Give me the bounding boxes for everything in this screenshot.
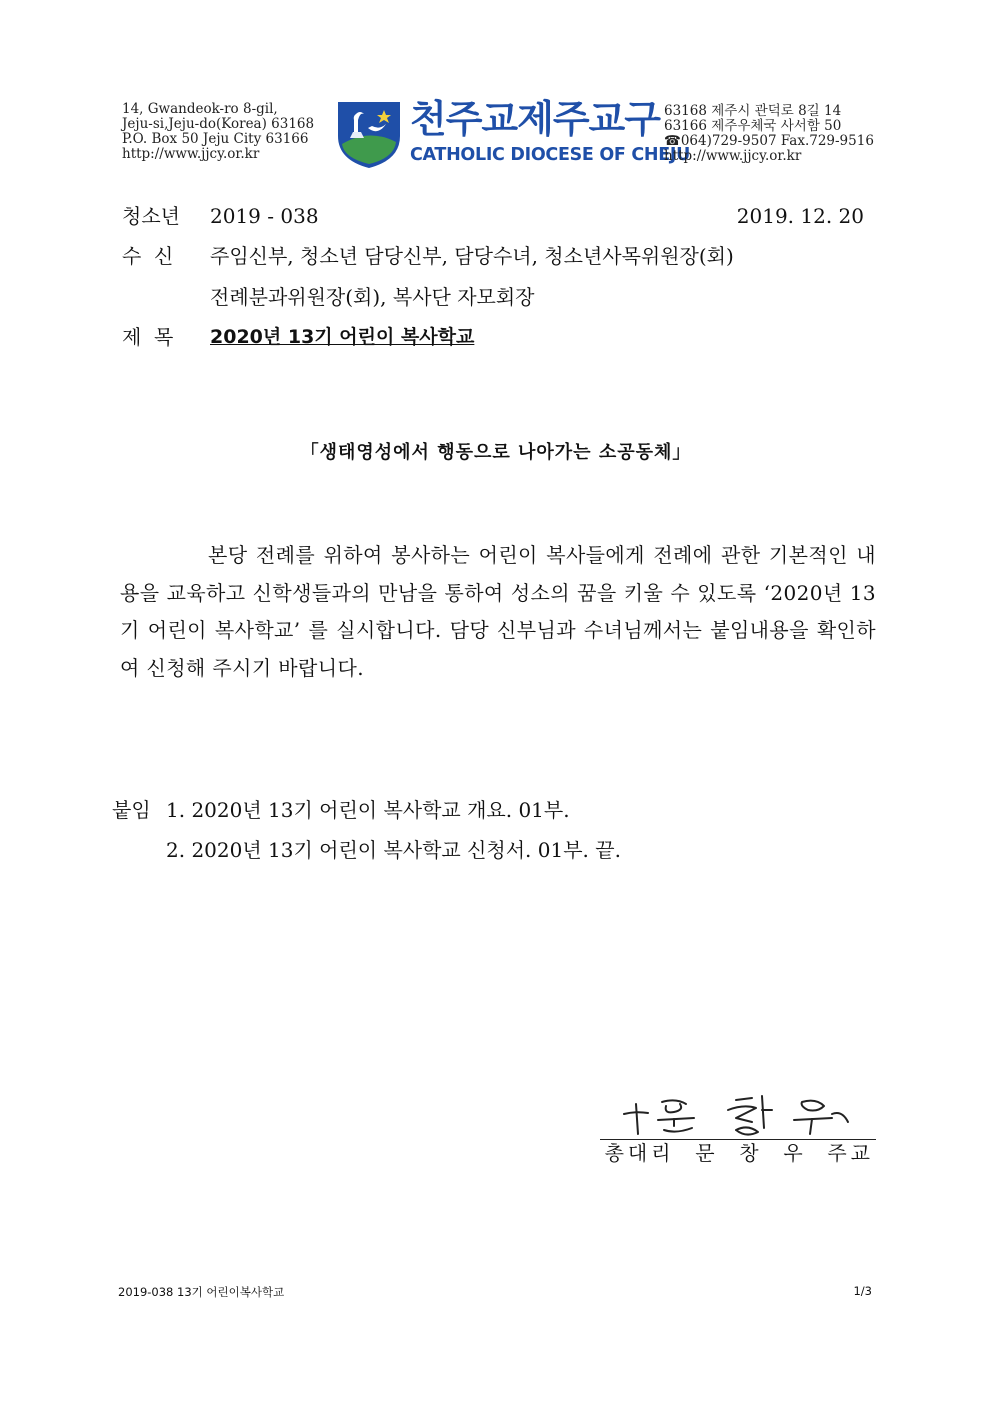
doc-label: 청소년 — [122, 204, 180, 228]
subject-label: 제 목 — [122, 325, 174, 349]
doc-date: 2019. 12. 20 — [736, 204, 864, 228]
address-english — [122, 102, 314, 162]
slogan: 「생태영성에서 행동으로 나아가는 소공동체」 — [300, 442, 692, 463]
organization-name-english: CATHOLIC DIOCESE OF CHEJU — [410, 145, 691, 165]
diocese-emblem-icon — [334, 98, 404, 170]
recipients-line: 전례분과위원장(회), 복사단 자모회장 — [210, 285, 535, 309]
attachments-label: 붙임 — [112, 798, 151, 822]
handwritten-signature — [596, 1092, 876, 1140]
organization-name-korean: 천주교제주교구 — [410, 97, 660, 141]
website-link[interactable]: http://www.jjcy.or.kr — [664, 148, 802, 164]
address-en-line: Jeju-si,Jeju-do(Korea) 63168 — [122, 116, 315, 132]
phone-fax-line: ☎064)729-9507 Fax.729-9516 — [664, 133, 874, 149]
address-korean — [664, 104, 874, 164]
address-en-line: 14, Gwandeok-ro 8-gil, — [122, 101, 278, 117]
subject-title: 2020년 13기 어린이 복사학교 — [210, 326, 475, 348]
recipients-line: 주임신부, 청소년 담당신부, 담당수녀, 청소년사목위원장(회) — [210, 244, 734, 268]
attachment-item: 2. 2020년 13기 어린이 복사학교 신청서. 01부. 끝. — [166, 838, 621, 862]
attachment-item: 1. 2020년 13기 어린이 복사학교 개요. 01부. — [166, 798, 570, 822]
address-ko-line: 63166 제주우체국 사서함 50 — [664, 118, 842, 134]
address-en-line: P.O. Box 50 Jeju City 63166 — [122, 131, 309, 147]
footer-doc-title: 2019-038 13기 어린이복사학교 — [118, 1285, 285, 1299]
doc-number: 2019 - 038 — [210, 204, 319, 228]
body-paragraph: 본당 전례를 위하여 봉사하는 어린이 복사들에게 전례에 관한 기본적인 내용을 교육하고 신학생들과의 만남을 통하여 성소의 꿈을 키울 수 있도록 ‘2020년 13기 어린이 복사학교’ 를 실시합니다. 담당 신부님과 수녀님께서는 붙임내용을 확인하여 신청해 주시기 바랍니다. — [120, 543, 876, 680]
website-link[interactable]: http://www.jjcy.or.kr — [122, 146, 260, 162]
signer-name: 총대리 문 창 우 주교 — [604, 1141, 874, 1165]
address-ko-line: 63168 제주시 관덕로 8길 14 — [664, 103, 842, 119]
page-number: 1/3 — [853, 1284, 872, 1298]
recipient-label: 수 신 — [122, 244, 174, 268]
